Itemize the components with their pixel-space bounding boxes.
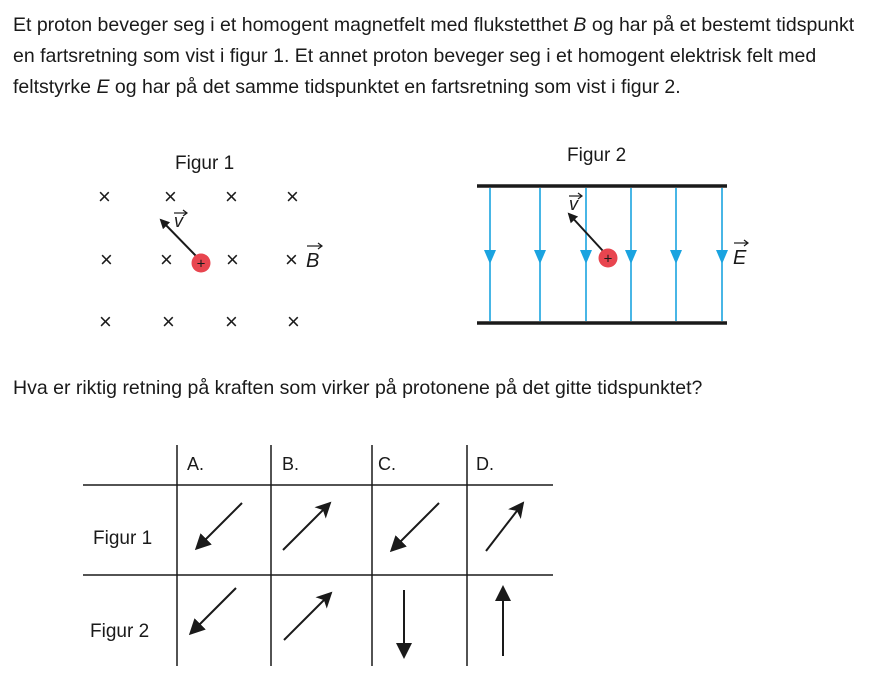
field-cross: × bbox=[164, 184, 177, 209]
field-line bbox=[484, 188, 496, 321]
field-cross: × bbox=[99, 309, 112, 334]
figure-1-title: Figur 1 bbox=[175, 153, 235, 174]
column-header-c: C. bbox=[378, 454, 396, 474]
field-line bbox=[625, 188, 637, 321]
field-label-b: B bbox=[306, 250, 320, 272]
field-cross: × bbox=[286, 184, 299, 209]
field-line bbox=[580, 188, 592, 321]
velocity-label: v bbox=[569, 194, 578, 214]
field-cross: × bbox=[98, 184, 111, 209]
intro-part-3: og har på det samme tidspunktet en fartsretning som vist i figur 2. bbox=[109, 76, 681, 98]
field-cross: × bbox=[225, 309, 238, 334]
field-cross: × bbox=[285, 247, 298, 272]
field-cross: × bbox=[160, 247, 173, 272]
column-header-b: B. bbox=[282, 454, 300, 474]
answer-arrow-r2-b bbox=[284, 593, 331, 640]
field-cross: × bbox=[162, 309, 175, 334]
intro-part-1: Et proton beveger seg i et homogent magnetfelt med flukstetthet bbox=[13, 14, 574, 36]
answer-table bbox=[83, 445, 553, 666]
row-label-figur-2: Figur 2 bbox=[90, 621, 150, 642]
field-cross: × bbox=[225, 184, 238, 209]
answer-arrow-r1-c bbox=[392, 503, 439, 550]
answer-arrow-r1-b bbox=[283, 503, 330, 550]
intro-symbol-b: B bbox=[573, 14, 587, 36]
proton-sign: + bbox=[196, 255, 206, 273]
row-label-figur-1: Figur 1 bbox=[93, 528, 153, 549]
column-header-a: A. bbox=[187, 454, 205, 474]
field-cross: × bbox=[100, 247, 113, 272]
intro-symbol-e: E bbox=[96, 76, 110, 98]
field-cross: × bbox=[287, 309, 300, 334]
field-line bbox=[716, 188, 728, 321]
proton-sign: + bbox=[603, 250, 613, 268]
intro-part-2: og har på et bestemt tidspunkt en fartsretning som vist i figur 1. Et annet proton beveger seg i et homogent elektrisk felt med feltstyrke bbox=[13, 14, 855, 98]
question-text: Hva er riktig retning på kraften som virker på protonene på det gitte tidspunktet? bbox=[13, 377, 703, 399]
velocity-label: v bbox=[174, 211, 183, 231]
field-line bbox=[670, 188, 682, 321]
figure-2 bbox=[477, 145, 748, 323]
answer-arrow-r1-d bbox=[486, 503, 523, 551]
field-label-e: E bbox=[733, 247, 747, 269]
figure-2-title: Figur 2 bbox=[567, 145, 627, 166]
field-cross: × bbox=[226, 247, 239, 272]
field-line bbox=[534, 188, 546, 321]
answer-arrow-r1-a bbox=[197, 503, 242, 548]
answer-arrow-r2-a bbox=[191, 588, 236, 633]
figure-1 bbox=[98, 153, 322, 334]
column-header-d: D. bbox=[476, 454, 494, 474]
